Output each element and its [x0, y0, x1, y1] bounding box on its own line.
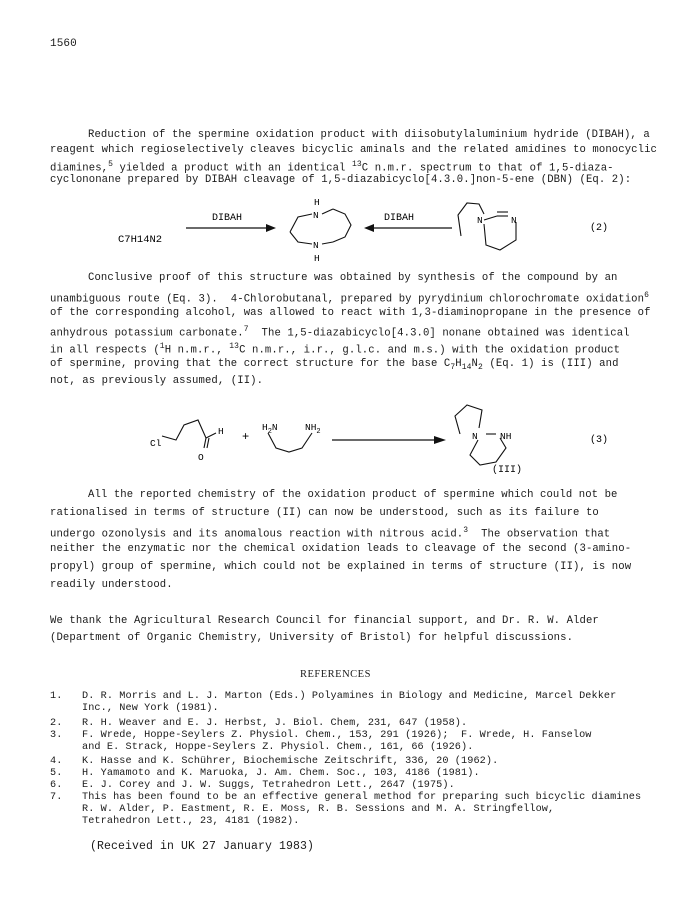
equation-3: [0, 400, 676, 482]
reference-number: 1.: [50, 691, 63, 702]
received-date: (Received in UK 27 January 1983): [90, 840, 315, 853]
text-line: readily understood.: [50, 579, 173, 591]
atom-label: H: [314, 197, 320, 208]
text-line: not, as previously assumed, (II).: [50, 375, 264, 387]
atom-label: N: [313, 240, 319, 251]
reference-text: R. H. Weaver and E. J. Herbst, J. Biol. Chem, 231, 647 (1958).: [82, 718, 468, 729]
atom-label: Cl: [150, 438, 162, 449]
reference-number: 5.: [50, 768, 63, 779]
reference-text: F. Wrede, Hoppe-Seylers Z. Physiol. Chem., 153, 291 (1926); F. Wrede, H. Fanselow: [82, 730, 592, 741]
atom-label: H: [218, 426, 224, 437]
chlorobutanal-structure: [162, 420, 216, 448]
text-line: All the reported chemistry of the oxidation product of spermine which could not be: [88, 489, 618, 501]
equation-number: (3): [590, 435, 609, 446]
text-line: of the corresponding alcohol, was allowed to react with 1,3-diaminopropane in the presence of: [50, 307, 651, 319]
atom-label: $NH_2$: [305, 422, 321, 436]
text-line: (Department of Organic Chemistry, University of Bristol) for helpful discussions.: [50, 632, 574, 644]
text-line: diamines,$^5$ yielded a product with an identical $^{13}$C n.m.r. spectrum to that of 1,5-diaza-: [50, 160, 614, 175]
text-line: cyclononane prepared by DIBAH cleavage of 1,5-diazabicyclo[4.3.0.]non-5-ene (DBN) (Eq. 2):: [50, 174, 632, 186]
diazacyclononane-structure: [290, 209, 351, 244]
atom-label: N: [472, 431, 478, 442]
atom-label: O: [198, 452, 204, 463]
reference-text: R. W. Alder, P. Eastment, R. E. Moss, R. B. Sessions and M. A. Stringfellow,: [82, 804, 555, 815]
reference-number: 4.: [50, 756, 63, 767]
equation-2: [0, 190, 676, 270]
atom-label: H: [314, 253, 320, 264]
footnote-ref: 5: [108, 160, 114, 169]
reference-number: 3.: [50, 730, 63, 741]
reference-text: D. R. Morris and L. J. Marton (Eds.) Polyamines in Biology and Medicine, Marcel Dekker: [82, 691, 617, 702]
plus-sign: +: [242, 430, 250, 444]
text-line: reagent which regioselectively cleaves bicyclic aminals and the related amidines to monocyclic: [50, 144, 657, 156]
page-number: 1560: [50, 38, 77, 50]
formula-c7h14n2: [118, 234, 162, 246]
equation-number: (2): [590, 223, 609, 234]
reagent-label: DIBAH: [212, 213, 243, 224]
product-III-structure: [455, 405, 506, 465]
reference-text: E. J. Corey and J. W. Suggs, Tetrahedron Lett., 2647 (1975).: [82, 780, 455, 791]
text-line: propyl) group of spermine, which could not be explained in terms of structure (II), is now: [50, 561, 632, 573]
diaminopropane-structure: [268, 433, 312, 452]
text-line: anhydrous potassium carbonate.$^7$ The 1,5-diazabicyclo[4.3.0] nonane obtained was identical: [50, 325, 630, 340]
atom-label: N: [511, 215, 517, 226]
compound-label: (III): [492, 465, 523, 476]
reference-text: Tetrahedron Lett., 23, 4181 (1982).: [82, 816, 300, 827]
text-line: Reduction of the spermine oxidation product with diisobutylaluminium hydride (DIBAH), a: [88, 129, 650, 141]
text-line: Conclusive proof of this structure was obtained by synthesis of the compound by an: [88, 272, 618, 284]
atom-label: N: [477, 215, 483, 226]
reference-text: Inc., New York (1981).: [82, 703, 219, 714]
text-line: of spermine, proving that the correct structure for the base $C_7H_{14}N_2$ (Eq. 1) is (III) and: [50, 358, 619, 373]
reference-text: H. Yamamoto and K. Maruoka, J. Am. Chem. Soc., 103, 4186 (1981).: [82, 768, 480, 779]
reference-text: and E. Strack, Hoppe-Seylers Z. Physiol. Chem., 161, 66 (1926).: [82, 742, 474, 753]
atom-label: N: [313, 210, 319, 221]
reference-text: K. Hasse and K. Schührer, Biochemische Zeitschrift, 336, 20 (1962).: [82, 756, 499, 767]
reference-number: 2.: [50, 718, 63, 729]
text-line: in all respects ($^1$H n.m.r., $^{13}$C n.m.r., i.r., g.l.c. and m.s.) with the oxidation product: [50, 342, 621, 357]
text-line: unambiguous route (Eq. 3). 4-Chlorobutanal, prepared by pyrydinium chlorochromate oxidation$^6$: [50, 291, 649, 306]
atom-label: NH: [500, 431, 512, 442]
text-line: We thank the Agricultural Research Council for financial support, and Dr. R. W. Alder: [50, 615, 599, 627]
atom-label: $H_2N$: [262, 422, 278, 436]
reference-number: 7.: [50, 792, 63, 803]
text-line: undergo ozonolysis and its anomalous reaction with nitrous acid.$^3$ The observation that: [50, 526, 611, 541]
text-line: neither the enzymatic nor the chemical oxidation leads to cleavage of the second (3-amino-: [50, 543, 632, 555]
text-line: rationalised in terms of structure (II) can now be understood, such as its failure to: [50, 507, 599, 519]
reference-number: 6.: [50, 780, 63, 791]
references-heading: REFERENCES: [300, 669, 371, 680]
formula-label: C7H14N2: [118, 234, 163, 246]
reagent-label: DIBAH: [384, 213, 415, 224]
reference-text: This has been found to be an effective general method for preparing such bicyclic diamines: [82, 792, 642, 803]
dbn-structure: [458, 203, 516, 250]
